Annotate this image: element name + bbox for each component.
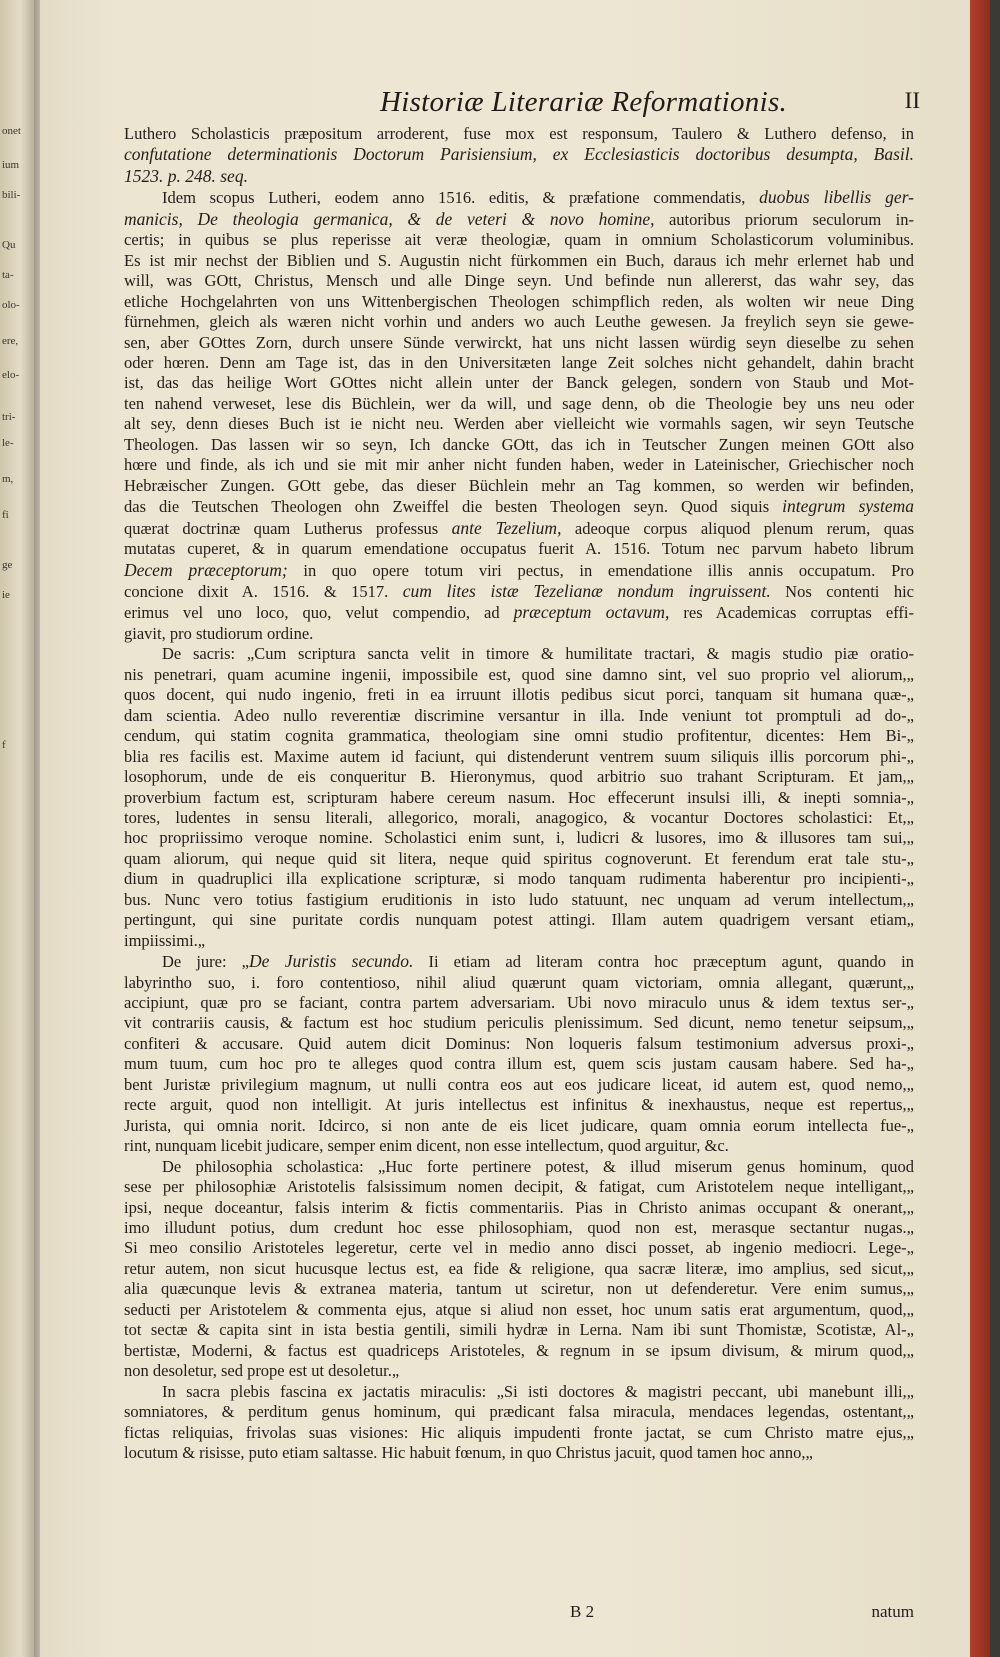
text-run: Es ist mir nechst der Biblien und S. Augustin nicht fürkommen ein Buch, daraus ich mehr erlernet hab und [124, 250, 914, 270]
facing-page-fragment: onet [2, 125, 21, 137]
text-run: sen, aber GOttes Zorn, durch unsere Sünde verwirckt, hat uns nicht lassen würdig seyn dieselbe zu sehen [124, 332, 914, 352]
text-line [124, 788, 914, 808]
page-footer [124, 1602, 914, 1626]
text-line [124, 1157, 914, 1177]
text-line [124, 993, 914, 1013]
text-line [124, 1300, 914, 1320]
text-line [124, 209, 914, 230]
text-line [124, 1279, 914, 1299]
paragraph [124, 187, 914, 644]
paragraph [124, 644, 914, 951]
text-line [124, 271, 914, 291]
text-line [124, 435, 914, 455]
text-run: sese per philosophiæ Aristotelis falsissimum nomen decipit, & fatigat, cum Aristotelem neque intelligant,„ [124, 1177, 914, 1197]
text-line [124, 706, 914, 726]
text-run: somniatores, & perditum genus hominum, qui prædicant falsa miracula, mendaces legendas, ostentant,„ [124, 1402, 914, 1422]
text-line [124, 373, 914, 393]
text-run: dium in quadruplici illa explicatione scripturæ, si modo tanquam rudimenta haberentur pro incipienti-„ [124, 869, 914, 889]
italic-run: confutatione determinationis Doctorum Parisiensium, ex Ecclesiasticis doctoribus desumpta, Basil. [124, 144, 914, 165]
text-line [124, 333, 914, 353]
text-run: quos docent, qui nudo ingenio, freti in ea irruunt illotis pedibus sicut porci, tanquam sit humana quæ-„ [124, 685, 914, 705]
facing-page-fragment: ta- [2, 269, 14, 281]
text-line [124, 353, 914, 373]
text-run: accipiunt, quæ pro se faciant, contra partem adversariam. Ubi novo miraculo unus & idem textus ser-„ [124, 993, 914, 1013]
text-run: pertingunt, qui sine puritate cordis nunquam potest attingi. Illam autem quadrigem versant etiam„ [124, 910, 914, 930]
facing-page-fragment: elo- [2, 369, 20, 381]
text-run: Idem scopus Lutheri, eodem anno 1516. editis, & præfatione commendatis, [162, 188, 760, 208]
text-run: Nos contenti hic [770, 581, 914, 601]
paragraph [124, 1157, 914, 1382]
text-run: proverbium factum est, scripturam habere cereum nasum. Hoc effecerunt insulsi illi, & inepti somnia-„ [124, 787, 914, 807]
facing-page-fragment: olo- [2, 299, 20, 311]
text-run: De sacris: „Cum scriptura sancta velit in timore & humilitate tractari, & magis studio piæ oratio- [162, 644, 914, 664]
text-line [124, 808, 914, 828]
italic-run: 1523. p. 248. seq. [124, 165, 248, 186]
text-line [124, 187, 914, 208]
facing-page-fragment: ere, [2, 335, 19, 347]
text-run: Theologen. Das lassen wir so seyn, Ich dancke GOtt, das ich in Teutscher Zungen meinen GOtt also [124, 434, 914, 454]
text-line [124, 414, 914, 434]
page-header [40, 86, 920, 126]
facing-page-fragment: tri- [2, 411, 16, 423]
text-line [124, 951, 914, 972]
text-line [124, 1034, 914, 1054]
text-line [124, 685, 914, 705]
text-line [124, 1402, 914, 1422]
text-run: quærat doctrinæ quam Lutherus professus [124, 518, 452, 538]
text-run: Si meo consilio Aristoteles legeretur, certe vel in medio anno disci posset, ab ingenio mediocri. Lege-„ [124, 1238, 914, 1258]
facing-page-fragment: ie [2, 589, 10, 601]
red-page-edge [970, 0, 990, 1657]
text-run: concione dixit A. 1516. & 1517. [124, 581, 403, 601]
text-run: autoribus priorum seculorum in- [654, 209, 914, 229]
text-line [124, 1423, 914, 1443]
text-run: bent Juristæ privilegium magnum, ut nulli contra eos aut eos judicare liceat, id autem est, quod nemo,„ [124, 1074, 914, 1094]
catchword: natum [871, 1602, 914, 1621]
text-run: mum tuum, cum hoc pro te alleges quod contra illum est, quem scis justam causam habere. Sed ha-„ [124, 1054, 914, 1074]
text-line [124, 890, 914, 910]
book-page [40, 0, 990, 1657]
text-run: locutum & risisse, puto etiam saltasse. Hic habuit fœnum, in quo Christus jacuit, quod tamen hoc anno,„ [124, 1443, 813, 1462]
italic-run: præceptum octavum, [513, 602, 670, 623]
page-number: II [904, 88, 920, 113]
text-line [124, 1382, 914, 1402]
text-line [124, 973, 914, 993]
text-line [124, 747, 914, 767]
text-line [124, 869, 914, 889]
text-run: ist, das das heilige Wort GOttes nicht allein unter der Banck gelegen, sondern von Staub und Mot- [124, 373, 914, 393]
text-run: losophorum, unde de eis conqueritur B. Hieronymus, quod arbitrio suo trahant Scripturam. Et jam,„ [124, 767, 914, 787]
text-line [124, 910, 914, 930]
text-line [124, 476, 914, 496]
facing-page-fragment: Qu [2, 239, 16, 251]
text-run: giavit, pro studiorum ordine. [124, 623, 314, 643]
text-run: non desoletur, sed prope est ut desoletur.„ [124, 1361, 400, 1381]
text-line [124, 455, 914, 475]
text-run: impiissimi.„ [124, 930, 206, 950]
text-line [124, 560, 914, 581]
text-line [124, 1341, 914, 1361]
text-run: in quo opere totum viri pectus, in emendatione illis annis occupatum. Pro [287, 560, 914, 580]
text-line [124, 292, 914, 312]
text-run: recte arguit, quod non intelligit. At juris intellectus est infinitus & inexhaustus, neque est repertus,„ [124, 1095, 914, 1115]
text-line [124, 602, 914, 623]
text-run: vit contrariis causis, & factum est hoc studium periculis plenissimum. Sed dicunt, nemo tenetur seipsum,„ [124, 1013, 914, 1033]
body-text [124, 124, 914, 1463]
text-run: ipsi, neque doceantur, falsis interim & fictis commentariis. Pias in Christo animas occupant & onerant,„ [124, 1197, 914, 1217]
text-run: labyrintho suo, i. foro contentioso, nihil aliud quærunt quam victoriam, omnia allegant, quærunt,„ [124, 972, 914, 992]
text-line [124, 767, 914, 787]
text-run: Hebræischer Zungen. GOtt gebe, das dieser Büchlein mehr an Tag kommen, so werden wir befinden, [124, 475, 914, 495]
text-line [124, 144, 914, 165]
facing-page-fragment: m, [2, 473, 14, 485]
text-run: adeoque corpus aliquod plenum rerum, quas [561, 518, 914, 538]
text-run: dam scientia. Adeo nullo reverentiæ discrimine versantur in illa. Inde veniunt tot promptuli ad do-„ [124, 705, 914, 725]
facing-page-fragment: bili- [2, 189, 21, 201]
text-line [124, 1054, 914, 1074]
text-line [124, 1095, 914, 1115]
text-line [124, 1136, 914, 1156]
text-line [124, 124, 914, 144]
text-run: will, was GOtt, Christus, Mensch und alle Dinge seyn. Und befinde nun allererst, das wahr sey, das [124, 271, 914, 291]
running-title: Historiæ Literariæ Reformationis. [380, 86, 788, 118]
facing-page-edge [0, 0, 34, 1657]
text-run: bertistæ, Moderni, & factus est quadriceps Aristoteles, & regnum in se ipsum divisum, & mirum quod,„ [124, 1340, 914, 1360]
text-run: cendum, qui statim cognita grammatica, theologiam sine omni studio profitentur, dicentes: Hem Bi-„ [124, 726, 914, 746]
text-run: Luthero Scholasticis præpositum arroderent, fuse mox est responsum, Taulero & Luthero defenso, in [124, 124, 914, 143]
text-run: alt sey, denn dieses Buch ist ie nicht neu. Werden aber vielleicht wie vormahls sagen, wir seyn Teutsche [124, 414, 914, 434]
text-line [124, 496, 914, 517]
italic-run: duobus libellis ger- [759, 187, 914, 208]
text-line [124, 931, 914, 951]
text-run: ten nahend verweset, lese dis Büchlein, wer da will, und sage denn, ob die Theologie bey uns neu oder [124, 393, 914, 413]
text-line [124, 726, 914, 746]
text-run: rint, nunquam licebit judicare, semper enim dicent, non esse intellectum, quod arguitur, &c. [124, 1136, 729, 1156]
italic-run: integrum systema [782, 496, 914, 517]
text-line [124, 518, 914, 539]
text-line [124, 624, 914, 644]
facing-page-fragment: fi [2, 509, 9, 521]
italic-run: manicis, De theologia germanica, & de veteri & novo homine, [124, 208, 655, 229]
text-run: tot sectæ & capita sint in ista bestia gentili, simili hydræ in Lerna. Nam ibi sunt Thomistæ, Scotistæ, Al-„ [124, 1320, 914, 1340]
text-line [124, 1218, 914, 1238]
text-line [124, 1361, 914, 1381]
text-line [124, 539, 914, 559]
text-run: seducti per Aristotelem & commenta ejus, atque si aliud non esset, hoc unum satis erat argumentum, quod,„ [124, 1299, 914, 1319]
italic-run: cum lites istæ Tezelianæ nondum ingruissent. [402, 580, 771, 601]
text-run: confiteri & accusare. Quid autem dicit Dominus: Non loqueris falsum testimonium adversus proxi-„ [124, 1033, 914, 1053]
text-line [124, 394, 914, 414]
paragraph [124, 124, 914, 187]
text-line [124, 166, 914, 187]
facing-page-fragment: f [2, 739, 6, 751]
text-line [124, 230, 914, 250]
text-run: fürnehmen, gleich als wæren nicht vorhin und anders wo auch Leuthe gewesen. Ja freylich seyn sie gewe- [124, 312, 914, 332]
text-run: blia res facilis est. Maxime autem id faciunt, qui distenderunt ventrem suum siliquis illis porcorum phi-„ [124, 746, 914, 766]
text-run: hœre und finde, als ich und sie mit mir anher nicht funden haben, weder in Lateinischer, Griechischer noch [124, 455, 914, 475]
text-run: nis penetrari, quam acumine ingenii, impossibile est, quod sine damno sint, vel suo proprio vel aliorum,„ [124, 664, 914, 684]
italic-run: ante Tezelium, [451, 517, 562, 538]
text-line [124, 644, 914, 664]
facing-page-fragment: ge [2, 559, 13, 571]
text-run: retur autem, non sicut hucusque lectus est, ea fide & religione, qua sacræ literæ, imo amplius, sed sicut,„ [124, 1258, 914, 1278]
text-line [124, 1443, 914, 1463]
paragraph [124, 1382, 914, 1464]
text-run: imo illudunt potius, dum credunt hoc esse philosophiam, quod non est, merasque sectantur nugas.„ [124, 1218, 914, 1238]
text-run: Ii etiam ad literam contra hoc præceptum agunt, quando in [413, 952, 914, 972]
text-line [124, 1177, 914, 1197]
italic-run: De Juristis secundo. [249, 951, 414, 972]
text-run: mutatas cuperet, & in quarum emendatione occupatus fuerit A. 1516. Totum nec parvum habeto librum [124, 539, 914, 559]
text-run: das die Teutschen Theologen ohn Zweiffel die besten Theologen seyn. Quod siquis [124, 497, 783, 517]
text-line [124, 1320, 914, 1340]
text-run: quam aliorum, qui neque quid sit litera, neque quid spiritus cognoverunt. Et ferendum erat tale stu-„ [124, 848, 914, 868]
text-line [124, 1116, 914, 1136]
text-line [124, 312, 914, 332]
text-line [124, 665, 914, 685]
text-line [124, 1259, 914, 1279]
text-line [124, 1198, 914, 1218]
text-run: tores, ludentes in sensu literali, allegorico, morali, anagogico, & vocantur Doctores scholastici: Et,„ [124, 807, 914, 827]
text-run: Jurista, qui omnia norit. Idcirco, si non ante de eis licet judicare, quam omnia eorum intellecta fue-„ [124, 1115, 914, 1135]
text-run: certis; in quibus se plus reperisse ait veræ theologiæ, quam in omnium Scholasticorum voluminibus. [124, 230, 914, 250]
facing-page-fragment: ium [2, 159, 20, 171]
text-run: De philosophia scholastica: „Huc forte pertinere potest, & illud miserum genus hominum, quod [162, 1156, 914, 1176]
text-run: De jure: „ [162, 952, 250, 972]
text-line [124, 581, 914, 602]
text-run: hoc propriissimo veroque nomine. Scholastici enim sunt, i, ludicri & lusores, imo & illusores tam sui,„ [124, 828, 914, 848]
text-run: res Academicas corruptas effi- [669, 603, 914, 623]
text-run: oder hœren. Denn am Tage ist, das in den Universitæten lange Zeit solches nicht gehandelt, dahin bracht [124, 352, 914, 372]
text-run: alia quæcunque levis & extranea materia, tantum ut sciretur, non ut defenderetur. Vere enim sumus,„ [124, 1279, 914, 1299]
paragraph [124, 951, 914, 1157]
text-line [124, 1013, 914, 1033]
facing-page-fragment: le- [2, 437, 14, 449]
text-line [124, 849, 914, 869]
text-run: fictas reliquias, frivolas suas visiones: Hic aliquis impudenti fronte jactat, se cum Christo matre ejus,„ [124, 1422, 914, 1442]
text-run: erimus vel uno loco, quo, velut compendio, ad [124, 603, 514, 623]
text-run: bus. Nunc vero totius fastigium eruditionis in isto ludo statuunt, nec unquam ad verum intellectum,„ [124, 889, 914, 909]
italic-run: Decem præceptorum; [124, 559, 288, 580]
text-line [124, 1075, 914, 1095]
text-line [124, 1238, 914, 1258]
text-line [124, 251, 914, 271]
text-run: In sacra plebis fascina ex jactatis miraculis: „Si isti doctores & magistri peccant, ubi manebunt illi,„ [162, 1381, 914, 1401]
text-run: etliche Hochgelahrten von uns Wittenbergischen Theologen schimpflich reden, als wolten wir neue Ding [124, 291, 914, 311]
signature-mark: B 2 [570, 1602, 595, 1621]
text-line [124, 828, 914, 848]
